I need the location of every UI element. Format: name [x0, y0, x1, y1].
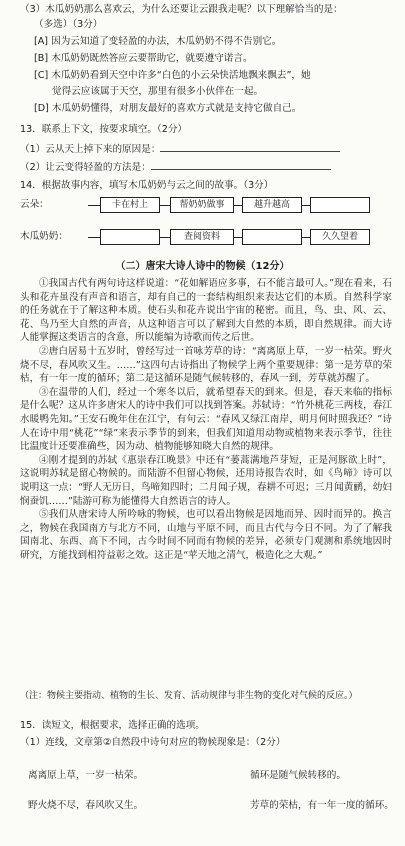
q13-item-2-label: （2）让云变得轻盈的方法是： — [20, 162, 151, 173]
q3-note: （多选）（3分） — [34, 19, 103, 30]
grandma-box-1: 查阅资料 — [170, 229, 234, 245]
q3-option-c-cont: 觉得云应该属于天空，那里有很多小伙伴在一起。 — [52, 86, 264, 97]
grandma-label: 木瓜奶奶： — [20, 231, 68, 242]
passage-paragraph-2: ②唐白居易十五岁时，曾经写过一首咏芳草的诗：“离离原上草，一岁一枯荣。野火烧不尽，春风吹又生。……”这四句古诗指出了物候学上两个重要规律：第一是芳草的荣枯，有一年一度的循环；第二是这循环是随气候转移的，春风一到，芳草就苏醒了。 — [20, 345, 392, 385]
cloud-box-2: 帮奶奶做事 — [170, 197, 234, 213]
match-right-2[interactable]: 芳草的荣枯，有一年一度的循环。 — [250, 800, 394, 811]
passage-note: （注：物候主要指动、植物的生长、发育、活动规律与非生物的变化对气候的反应。） — [20, 691, 358, 701]
grandma-answer-box-2[interactable] — [242, 229, 302, 245]
q3-stem: （3）木瓜奶奶那么喜欢云，为什么还要让云跟我走呢？以下理解恰当的是： — [20, 4, 343, 15]
q15-sub: （1）连线，文章第②自然段中诗句对应的物候现象是：（2分） — [20, 737, 286, 748]
match-left-2[interactable]: 野火烧不尽，春风吹又生。 — [28, 800, 144, 811]
grandma-box-2: 久久望着 — [310, 229, 370, 245]
section-title: （二）唐宋大诗人诗中的物候（12分） — [115, 261, 290, 272]
cloud-box-3: 越升越高 — [242, 197, 302, 213]
q14-stem: 14．根据故事内容，填写木瓜奶奶与云之间的故事。（3分） — [20, 180, 274, 191]
q13-item-2 — [20, 160, 331, 174]
cloud-story-row — [20, 196, 400, 216]
passage-paragraph-4: ④刚才提到的苏轼《惠崇春江晚景》中还有“蒌蒿满地芦芽短，正是河豚欲上时”，这说明苏轼是留心物候的。而陆游不但留心物候，还用诗报告农时，如《鸟啼》诗可以说明这一点：“野人无历日，鸟啼知四时；二月闻子规，春耕不可迟；三月闻黄鹂，幼妇悯蚕饥……”陆游可称为能懂得大自然语言的诗人。 — [20, 454, 392, 507]
match-left-1[interactable]: 离离原上草，一岁一枯荣。 — [28, 770, 144, 781]
grandma-answer-box-1[interactable] — [100, 229, 160, 245]
passage-paragraph-1: ①我国古代有两句诗这样说道：“花如解语应多事，石不能言最可人。”现在看来，石头和花卉虽没有声音和语言，却有自己的一套结构组织来表达它们的本质。自然科学家的任务就在于了解这种本质。使石头和花卉说出宇宙的秘密。而且，鸟、虫、风、云、花、鸟乃至大自然的声音，从这种语言可以了解到大自然的本质，即自然规律。而大诗人能掌握这类语言的含意，所以能编为诗歌而传之后世。 — [20, 278, 392, 344]
q13-stem: 13．联系上下文，按要求填空。（2分） — [20, 124, 188, 135]
q13-item-1 — [20, 142, 340, 156]
q3-option-b: [B] 木瓜奶奶既然答应云要帮助它，就要遵守诺言。 — [34, 53, 253, 64]
cloud-answer-box[interactable] — [310, 197, 370, 213]
q3-option-a: [A] 因为云知道了变轻盈的办法，木瓜奶奶不得不告别它。 — [34, 36, 282, 47]
match-right-1[interactable]: 循环是随气候转移的。 — [250, 770, 346, 781]
cloud-box-1: 卡在村上 — [100, 197, 160, 213]
cloud-label: 云朵： — [20, 199, 49, 210]
passage-paragraph-3: ③在温带的人们，经过一个寒冬以后，就希望春天的到来。但是，春天来临的指标是什么呢？这从许多唐宋人的诗中我们可以找到答案。苏轼诗：“竹外桃花三两枝，春江水暖鸭先知。”王安石晚年住在江宁，有句云：“春风又绿江南岸，明月何时照我还？”诗人在诗中用“桃花”“绿”来表示季节的到来，但我们知道用动物或植物来表示季节，往往比温度计还要准确些，因为动、植物能够知晓大自然的规律。 — [20, 386, 392, 453]
q3-option-d: [D] 木瓜奶奶懂得，对朋友最好的喜欢方式就是支持它做自己。 — [34, 103, 302, 114]
q13-answer-blank-1[interactable] — [160, 142, 340, 152]
q13-item-1-label: （1）云从天上掉下来的原因是： — [20, 144, 161, 155]
q13-answer-blank-2[interactable] — [151, 160, 331, 170]
q3-option-c: [C] 木瓜奶奶看到天空中许多“白色的小云朵快活地飘来飘去”，她 — [34, 70, 311, 81]
passage-paragraph-5: ⑤我们从唐宋诗人所吟咏的物候，也可以看出物候是因地而异、因时而异的。换言之，物候在我国南方与北方不同，山地与平原不同，而且古代与今日不同。为了了解我国南北、东西、高下不同，古今时间不同而有物候的差异，必须专门观测和系统地因时研究，方能找到相符益彰之效。这正是“苹天地之清气，极造化之大观。” — [20, 509, 392, 561]
grandma-story-row — [20, 228, 400, 248]
q15-stem: 15．读短文，根据要求，选择正确的选项。 — [20, 720, 205, 731]
passage — [20, 277, 392, 562]
